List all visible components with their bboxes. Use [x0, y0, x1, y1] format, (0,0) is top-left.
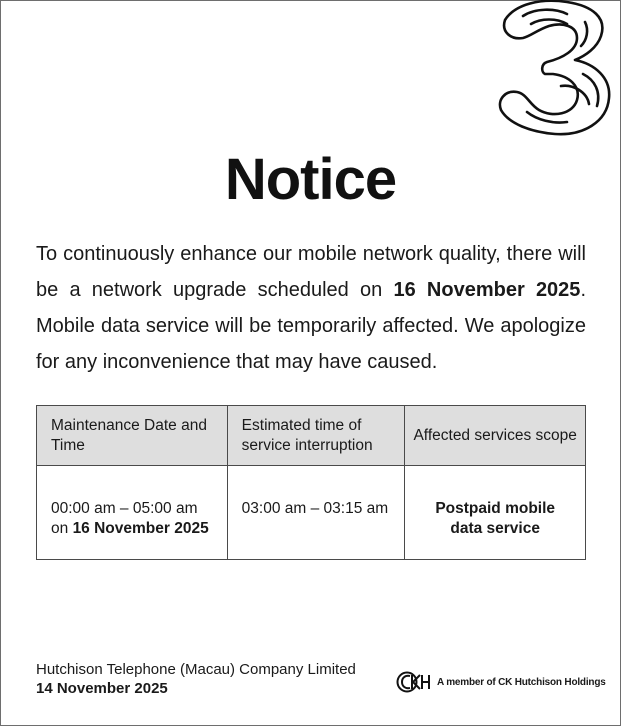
ckh-logo-icon [396, 671, 432, 693]
member-text: A member of CK Hutchison Holdings [437, 676, 606, 688]
notice-date: 14 November 2025 [36, 680, 168, 697]
notice-body-text-1: To continuously enhance our mobile network quality, there will be a network upgrade scheduled on [36, 243, 586, 301]
cell-affected-scope: Postpaid mobile data service [405, 466, 586, 560]
company-name: Hutchison Telephone (Macau) Company Limited [36, 661, 356, 678]
notice-body-text-2: . Mobile data service will be temporarily affected. We apologize for any inconvenience that may have caused. [36, 279, 586, 373]
maintenance-table [36, 405, 586, 560]
cell-maintenance-time [37, 466, 228, 560]
maintenance-date: 16 November 2025 [72, 520, 209, 537]
header-maintenance-date: Maintenance Date and Time [37, 406, 228, 466]
three-logo-icon [497, 0, 615, 140]
maintenance-on: on [51, 520, 73, 537]
notice-body-date: 16 November 2025 [393, 279, 581, 301]
header-affected-scope: Affected services scope [405, 406, 586, 466]
footer-company-block [36, 660, 356, 698]
member-badge [396, 671, 606, 693]
maintenance-time: 00:00 am – 05:00 am [51, 500, 198, 517]
notice-body [36, 236, 586, 380]
table-header-row [37, 406, 586, 466]
page-title: Notice [224, 147, 397, 212]
table-row [37, 466, 586, 560]
cell-interruption-time: 03:00 am – 03:15 am [227, 466, 405, 560]
header-interruption-time: Estimated time of service interruption [227, 406, 405, 466]
